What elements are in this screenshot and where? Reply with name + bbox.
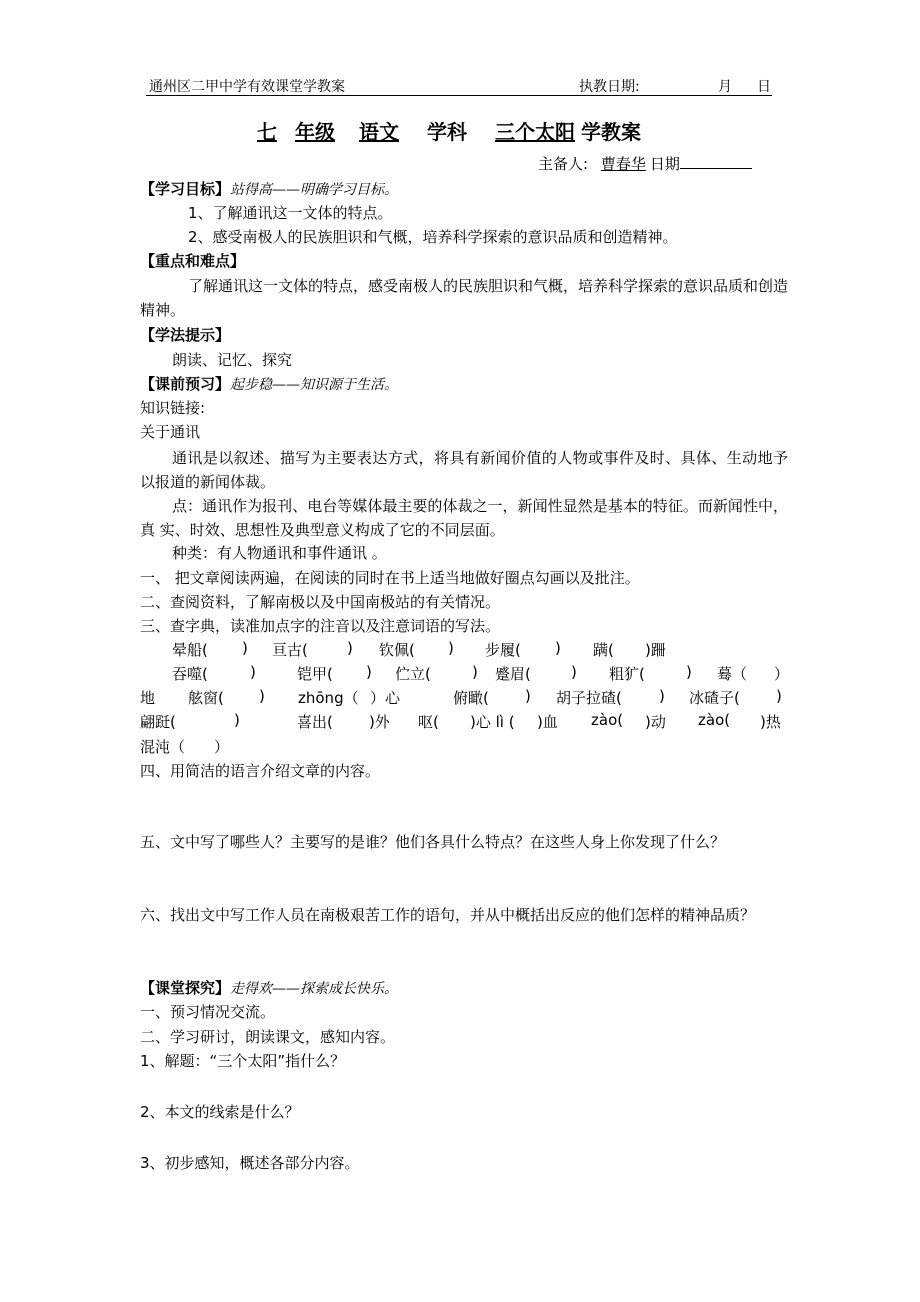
author-date-label: 日期 [649, 155, 680, 173]
task-2: 二、查阅资料，了解南极以及中国南极站的有关情况。 [140, 593, 501, 611]
vocab-close: ) [776, 687, 782, 705]
question-6: 六、找出文中写工作人员在南极艰苦工作的语句，并从中概括出反应的他们怎样的精神品质？ [140, 906, 756, 924]
explore-item-2: 二、学习研讨，朗读课文，感知内容。 [140, 1028, 396, 1046]
vocab-word: 俯瞰( [453, 689, 489, 707]
preview-heading-line [140, 373, 398, 394]
preview-paragraph-1: 通讯是以叙述、描写为主要表达方式，将具有新闻价值的人物或事件及时、具体、生动地予 以报道的新闻体裁。 [140, 449, 788, 491]
vocab-close: ) [234, 711, 240, 729]
goal-item-1: 1、了解通讯这一文体的特点。 [188, 204, 393, 222]
vocab-word: 亘古( [272, 641, 308, 659]
vocab-close: )心 lì ( [470, 713, 515, 731]
question-4: 四、用简洁的语言介绍文章的内容。 [140, 762, 381, 780]
vocab-close: ）心 [370, 689, 401, 707]
vocab-word: 舷窗( [188, 689, 224, 707]
author-line [538, 153, 752, 174]
vocab-word: 伫立( [395, 665, 431, 683]
day-label: 日 [757, 79, 771, 95]
goals-motto: 站得高——明确学习目标。 [230, 182, 399, 198]
preview-paragraph-2: 点：通讯作为报刊、电台等媒体最主要的体裁之一，新闻性显然是基本的特征。而新闻性中，真 实、时效、思想性及典型意义构成了它的不同层面。 [140, 497, 788, 539]
vocab-close: ) [686, 663, 692, 681]
author-label: 主备人: [538, 155, 589, 173]
author-name: 曹春华 [600, 155, 646, 173]
vocab-word: 冰碴子( [689, 689, 740, 707]
keypoints-heading: 【重点和难点】 [140, 252, 246, 270]
knowledge-link-label: 知识链接: [140, 399, 206, 417]
vocab-close: )热 [760, 713, 781, 731]
page-title [233, 116, 641, 145]
vocab-close: ) [555, 639, 561, 657]
title-subject: 语文 [359, 120, 399, 144]
vocab-word: zào( [698, 711, 731, 729]
school-header: 通州区二甲中学有效课堂学教案 [149, 79, 345, 95]
vocab-close: ) [366, 663, 372, 681]
task-1: 一、 把文章阅读两遍，在阅读的同时在书上适当地做好圈点勾画以及批注。 [140, 569, 640, 587]
explore-item-3: 1、解题：“三个太阳”指什么？ [140, 1052, 346, 1070]
vocab-word: 翩跹( [140, 713, 176, 731]
explore-item-4: 2、本文的线索是什么？ [140, 1103, 300, 1121]
explore-item-5: 3、初步感知，概述各部分内容。 [140, 1154, 360, 1172]
vocab-close: ) [259, 687, 265, 705]
vocab-close: )跚 [645, 641, 666, 659]
vocab-word: 蹒( [593, 641, 614, 659]
title-grade: 七 [257, 120, 277, 144]
vocab-word: 步履( [485, 641, 521, 659]
month-label: 月 [718, 79, 732, 95]
vocab-word: 蓦（ [717, 665, 748, 683]
vocab-word: 蹙眉( [495, 665, 531, 683]
method-text: 朗读、记忆、探究 [172, 351, 293, 369]
vocab-word: 呕( [418, 713, 439, 731]
vocab-word: zào( [591, 711, 624, 729]
vocab-close: ) [525, 687, 531, 705]
preview-paragraph-3: 种类：有人物通讯和事件通讯 。 [172, 544, 387, 562]
explore-motto: 走得欢——探索成长快乐。 [230, 981, 399, 997]
vocab-word: 混沌（ [140, 738, 186, 756]
vocab-close: )外 [369, 713, 390, 731]
author-date-blank [680, 168, 752, 169]
vocab-word: 吞噬( [172, 665, 208, 683]
preview-motto: 起步稳——知识源于生活。 [230, 377, 399, 393]
vocab-close: ) [571, 663, 577, 681]
title-lesson-suffix: 学教案 [581, 120, 641, 144]
method-heading: 【学法提示】 [140, 326, 231, 344]
vocab-close: ) [250, 663, 256, 681]
vocab-close: )动 [645, 713, 666, 731]
vocab-word: 铠甲( [297, 665, 333, 683]
vocab-close: ) [242, 639, 248, 657]
vocab-word: 钦佩( [379, 641, 415, 659]
title-lesson: 三个太阳 [495, 120, 575, 144]
vocab-word: 喜出( [297, 713, 333, 731]
explore-item-1: 一、预习情况交流。 [140, 1003, 276, 1021]
vocab-word: 晕船( [172, 641, 208, 659]
vocab-word: 地 [140, 689, 156, 707]
vocab-close: ) [472, 663, 478, 681]
vocab-close: ) [448, 639, 454, 657]
explore-heading-line [140, 977, 398, 998]
vocab-word: zhōng（ [298, 689, 359, 707]
about-label: 关于通讯 [140, 423, 201, 441]
vocab-close: ） [214, 738, 230, 756]
goal-item-2: 2、感受南极人的民族胆识和气概，培养科学探索的意识品质和创造精神。 [188, 228, 678, 246]
header-rule [146, 95, 772, 96]
preview-heading: 【课前预习】 [140, 375, 231, 393]
task-3: 三、查字典，读准加点字的注音以及注意词语的写法。 [140, 617, 501, 635]
title-subject-suffix: 学科 [427, 120, 467, 144]
vocab-close: ) [659, 687, 665, 705]
keypoints-text: 了解通讯这一文体的特点，感受南极人的民族胆识和气概，培养科学探索的意识品质和创造精神。 [140, 277, 789, 319]
vocab-word: 粗犷( [609, 665, 645, 683]
goals-heading-line [140, 178, 398, 199]
title-grade-suffix: 年级 [295, 120, 335, 144]
vocab-close: )血 [537, 713, 558, 731]
vocab-close: ） [774, 665, 790, 683]
vocab-word: 胡子拉碴( [556, 689, 622, 707]
explore-heading: 【课堂探究】 [140, 979, 231, 997]
question-5: 五、文中写了哪些人？主要写的是谁？他们各具什么特点？在这些人身上你发现了什么？ [140, 833, 726, 851]
date-label: 执教日期: [579, 79, 640, 95]
vocab-close: ) [347, 639, 353, 657]
goals-heading: 【学习目标】 [140, 180, 231, 198]
